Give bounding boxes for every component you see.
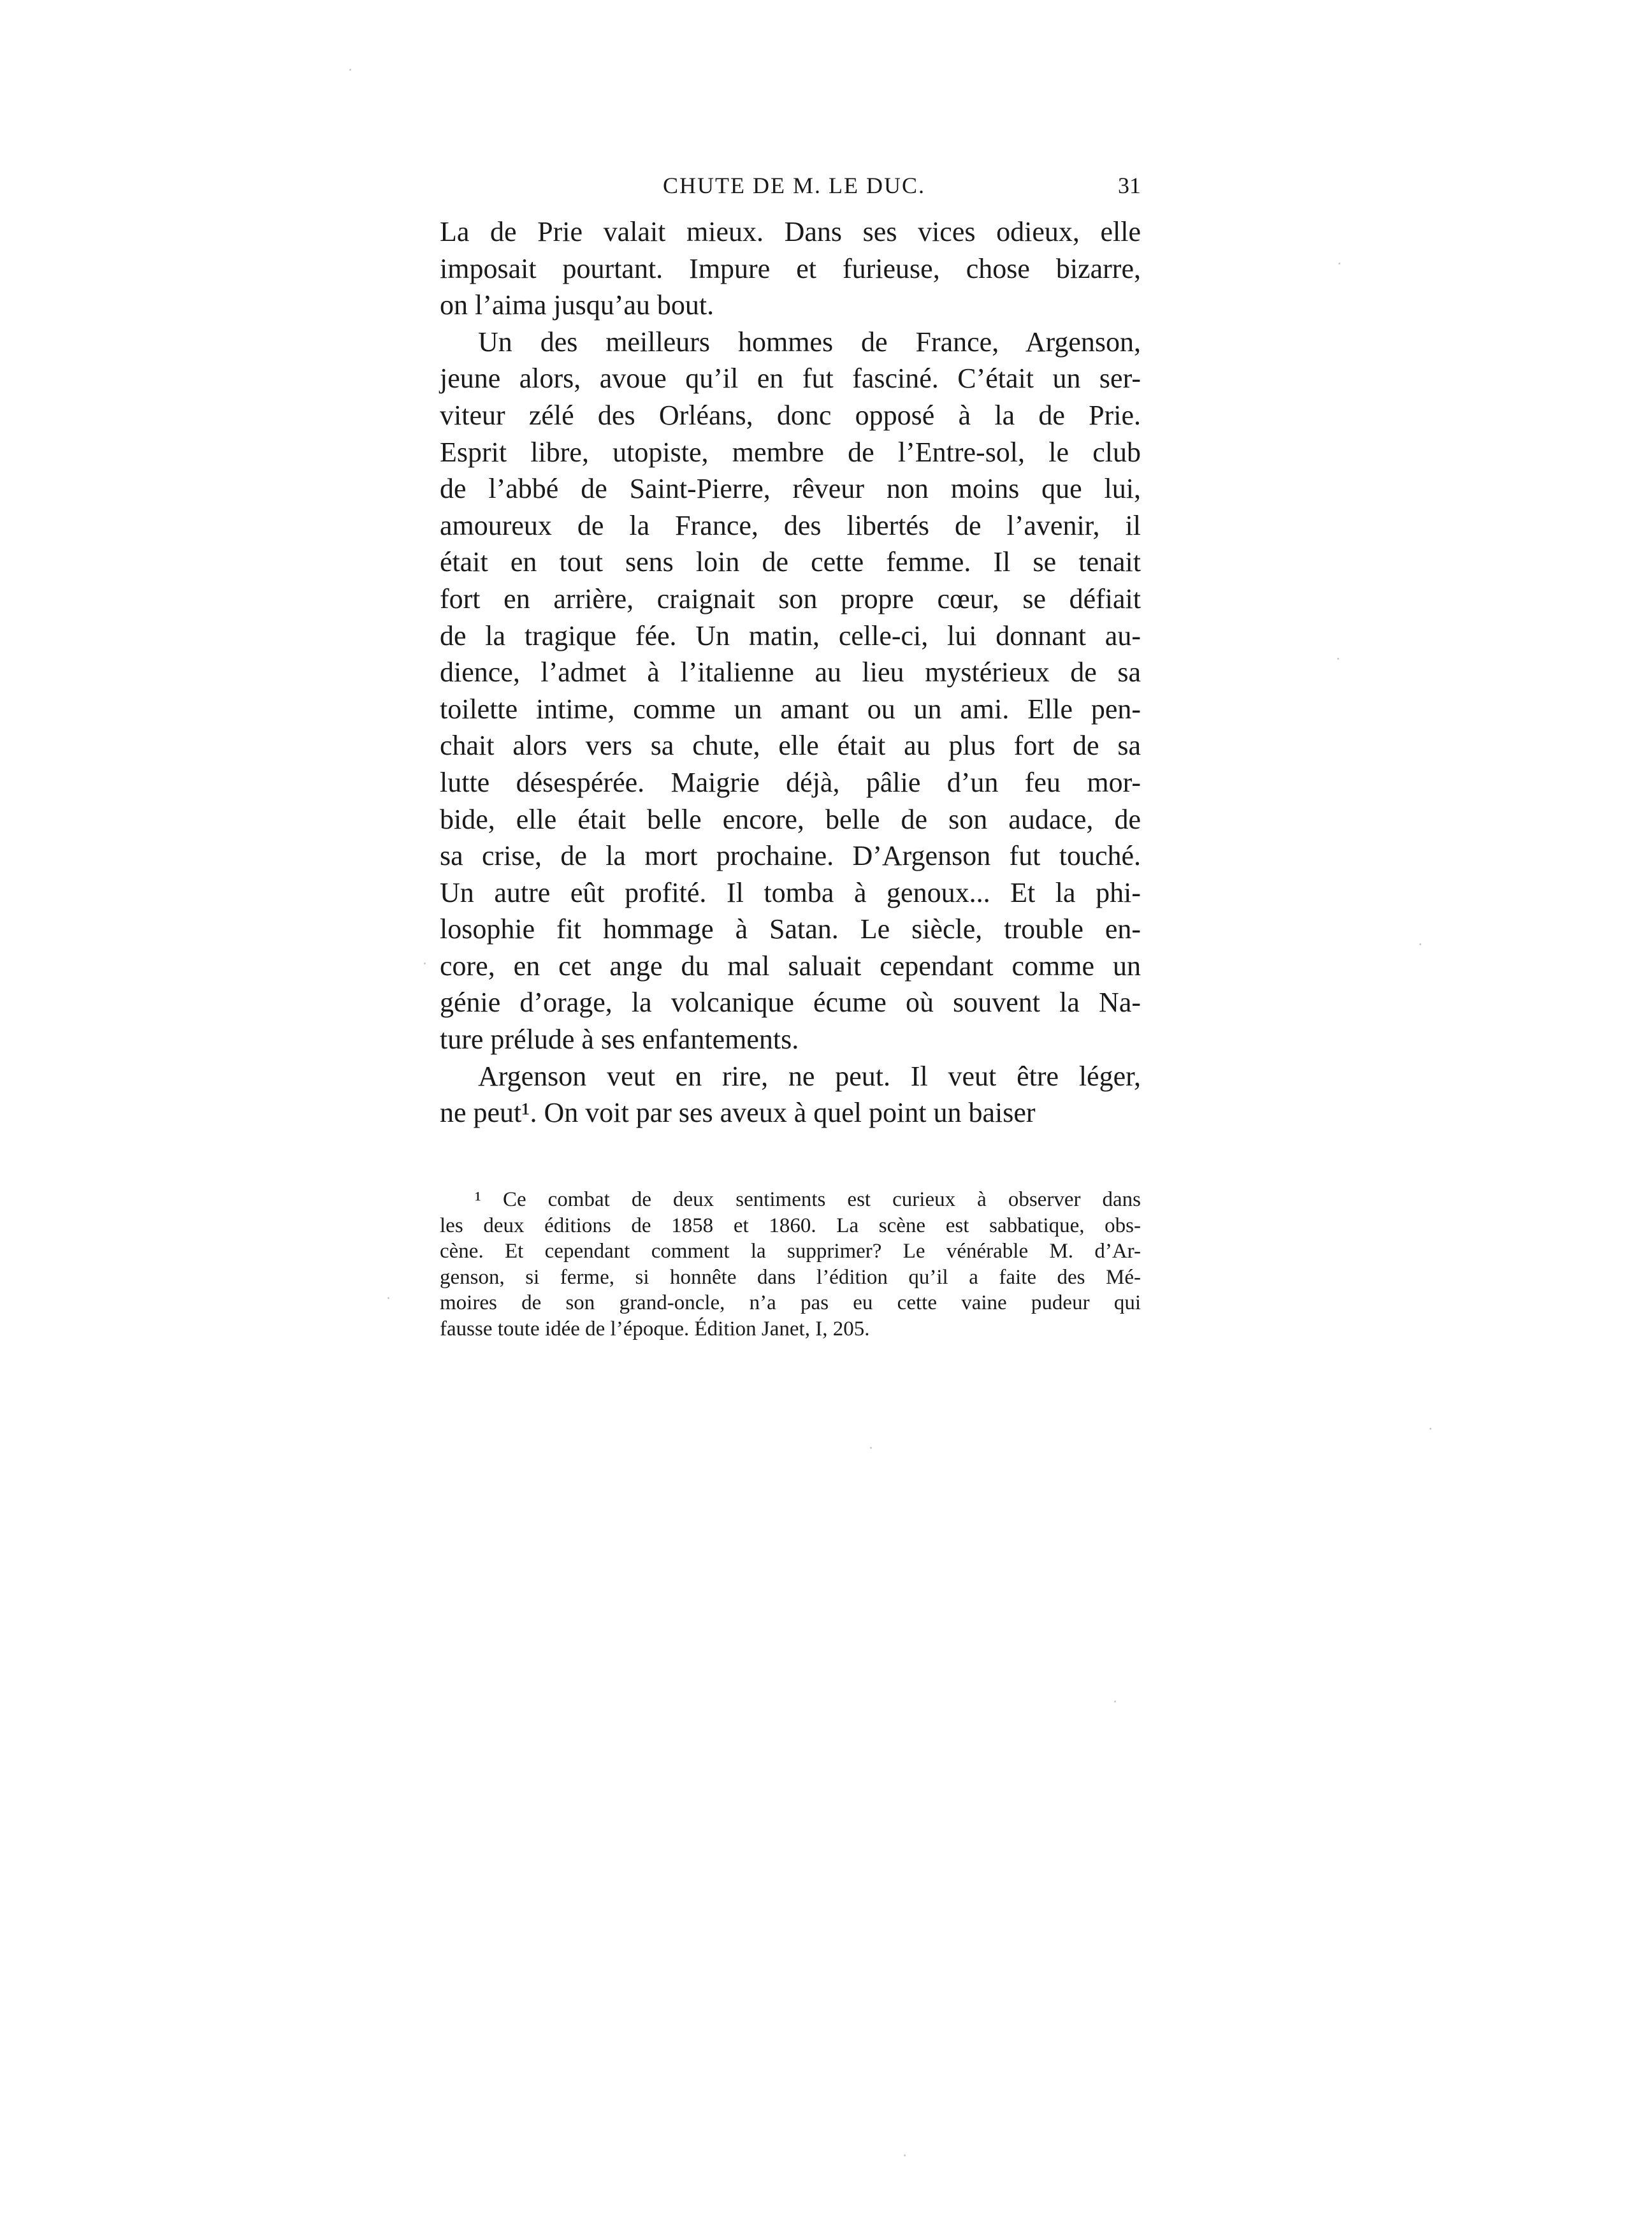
page-number: 31 — [1118, 173, 1141, 198]
scan-speck — [388, 1297, 389, 1299]
text-line: génie d’orage, la volcanique écume où souvent la Na- — [440, 987, 1141, 1019]
text-line: ture prélude à ses enfantements. — [440, 1024, 799, 1056]
scan-speck — [870, 1447, 872, 1449]
text-line: était en tout sens loin de cette femme. Il se tenait — [440, 546, 1141, 578]
text-line: on l’aima jusqu’au bout. — [440, 289, 714, 321]
main-text — [440, 214, 1141, 1131]
scan-speck — [424, 962, 426, 964]
scan-speck — [349, 69, 351, 71]
text-line: toilette intime, comme un amant ou un ami. Elle pen- — [440, 693, 1141, 725]
text-line: lutte désespérée. Maigrie déjà, pâlie d’un feu mor- — [440, 766, 1141, 798]
text-line: La de Prie valait mieux. Dans ses vices odieux, elle — [440, 216, 1141, 247]
footnote-line: genson, si ferme, si honnête dans l’édition qu’il a faite des Mé- — [440, 1265, 1141, 1289]
scan-speck — [1419, 943, 1421, 945]
text-line: ne peut¹. On voit par ses aveux à quel point un baiser — [440, 1097, 1036, 1129]
text-line: Un des meilleurs hommes de France, Argenson, — [478, 326, 1141, 358]
running-head — [440, 172, 1141, 210]
footnote-line: ¹ Ce combat de deux sentiments est curieux à observer dans — [475, 1188, 1141, 1211]
text-line: Un autre eût profité. Il tomba à genoux... Et la phi- — [440, 876, 1141, 908]
scan-speck — [1430, 1428, 1431, 1430]
footnotes — [440, 1187, 1141, 1342]
text-line: sa crise, de la mort prochaine. D’Argenson fut touché. — [440, 840, 1141, 872]
footnote-line: les deux éditions de 1858 et 1860. La scène est sabbatique, obs- — [440, 1214, 1141, 1237]
scan-speck — [1338, 263, 1340, 265]
text-line: de la tragique fée. Un matin, celle-ci, lui donnant au- — [440, 620, 1141, 651]
text-line: de l’abbé de Saint-Pierre, rêveur non moins que lui, — [440, 473, 1141, 505]
footnote-line: cène. Et cependant comment la supprimer? Le vénérable M. d’Ar- — [440, 1240, 1141, 1263]
text-line: viteur zélé des Orléans, donc opposé à la de Prie. — [440, 399, 1141, 431]
scan-speck — [1114, 1701, 1116, 1702]
scan-speck — [1337, 658, 1339, 660]
text-line: core, en cet ange du mal saluait cependant comme un — [440, 950, 1141, 982]
running-title: CHUTE DE M. LE DUC. — [663, 173, 925, 198]
text-line: Esprit libre, utopiste, membre de l’Entre-sol, le club — [440, 436, 1141, 468]
text-line: Argenson veut en rire, ne peut. Il veut être léger, — [478, 1060, 1141, 1092]
text-line: imposait pourtant. Impure et furieuse, chose bizarre, — [440, 252, 1141, 284]
text-line: chait alors vers sa chute, elle était au plus fort de sa — [440, 730, 1141, 762]
footnote-line: fausse toute idée de l’époque. Édition Janet, I, 205. — [440, 1317, 870, 1340]
text-line: fort en arrière, craignait son propre cœur, se défiait — [440, 583, 1141, 614]
scan-speck — [904, 2154, 906, 2156]
text-line: amoureux de la France, des libertés de l’avenir, il — [440, 509, 1141, 541]
text-line: losophie fit hommage à Satan. Le siècle, trouble en- — [440, 913, 1141, 945]
text-line: dience, l’admet à l’italienne au lieu mystérieux de sa — [440, 657, 1141, 688]
text-line: bide, elle était belle encore, belle de son audace, de — [440, 803, 1141, 835]
footnote-line: moires de son grand-oncle, n’a pas eu cette vaine pudeur qui — [440, 1291, 1141, 1314]
text-line: jeune alors, avoue qu’il en fut fasciné. C’était un ser- — [440, 363, 1141, 395]
